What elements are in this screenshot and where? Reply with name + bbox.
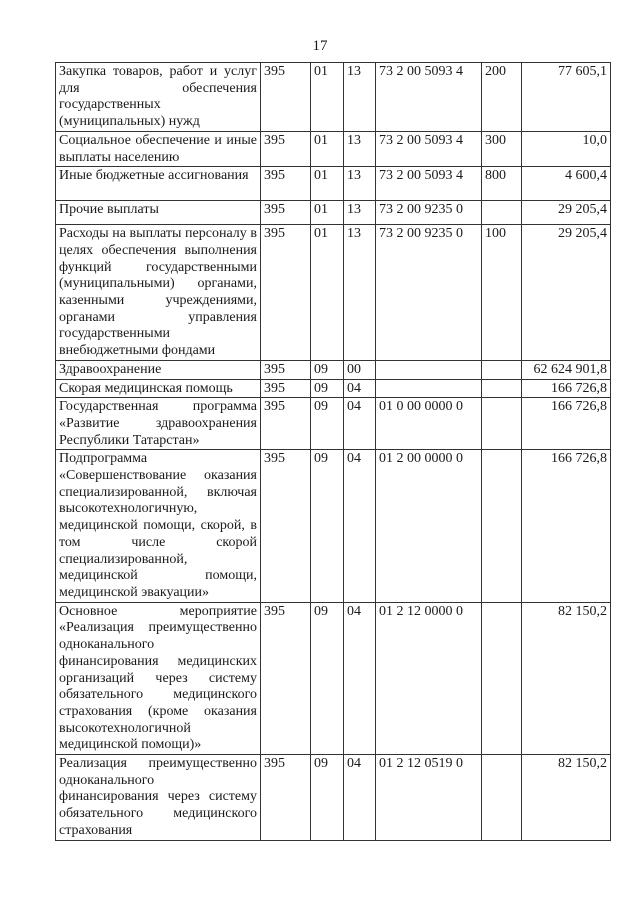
name-cell: Расходы на выплаты персоналу в целях обеспечения выполнения функций государственными (муниципальными) органами, казенными учреждениями, органами управления государственными внебюджетными фондами (56, 225, 261, 361)
target-article-cell: 73 2 00 5093 4 (376, 63, 482, 132)
table-row (56, 131, 611, 166)
sub-code-cell: 00 (344, 360, 376, 379)
sub-code-cell: 13 (344, 131, 376, 166)
section-code-cell: 395 (261, 131, 311, 166)
table-row (56, 63, 611, 132)
page-number: 17 (312, 38, 328, 54)
expense-type-cell (482, 450, 522, 602)
name-cell: Реализация преимущественно одноканального финансирования через систему обязательного медицинского страхования (56, 755, 261, 841)
table-row (56, 450, 611, 602)
subsection-code-cell: 09 (311, 360, 344, 379)
expense-type-cell (482, 379, 522, 398)
expense-type-cell: 800 (482, 167, 522, 201)
target-article-cell: 01 2 00 0000 0 (376, 450, 482, 602)
name-cell: Основное мероприятие «Реализация преимущественно одноканального финансирования медицинских организаций через систему обязательного медицинского страхования (кроме оказания высокотехнологичной медицинской помощи)» (56, 602, 261, 754)
expense-type-cell: 200 (482, 63, 522, 132)
expense-type-cell (482, 201, 522, 225)
target-article-cell: 73 2 00 5093 4 (376, 131, 482, 166)
name-cell: Скорая медицинская помощь (56, 379, 261, 398)
expense-type-cell: 100 (482, 225, 522, 361)
table-row (56, 201, 611, 225)
name-cell: Государственная программа «Развитие здравоохранения Республики Татарстан» (56, 398, 261, 450)
sub-code-cell: 13 (344, 201, 376, 225)
subsection-code-cell: 01 (311, 201, 344, 225)
expense-type-cell (482, 602, 522, 754)
section-code-cell: 395 (261, 450, 311, 602)
subsection-code-cell: 01 (311, 131, 344, 166)
subsection-code-cell: 09 (311, 379, 344, 398)
budget-table-body (56, 63, 611, 841)
subsection-code-cell: 09 (311, 450, 344, 602)
target-article-cell: 01 2 12 0519 0 (376, 755, 482, 841)
section-code-cell: 395 (261, 755, 311, 841)
section-code-cell: 395 (261, 63, 311, 132)
target-article-cell: 73 2 00 5093 4 (376, 167, 482, 201)
name-cell: Закупка товаров, работ и услуг для обеспечения государственных (муниципальных) нужд (56, 63, 261, 132)
table-row (56, 360, 611, 379)
amount-cell: 29 205,4 (522, 225, 611, 361)
name-cell: Подпрограмма «Совершенствование оказания специализированной, включая высокотехнологичную, медицинской помощи, скорой, в том числе скорой специализированной, медицинской помощи, медицинской эвакуации» (56, 450, 261, 602)
amount-cell: 4 600,4 (522, 167, 611, 201)
name-cell: Прочие выплаты (56, 201, 261, 225)
amount-cell: 10,0 (522, 131, 611, 166)
expense-type-cell (482, 360, 522, 379)
target-article-cell: 73 2 00 9235 0 (376, 201, 482, 225)
sub-code-cell: 04 (344, 602, 376, 754)
sub-code-cell: 13 (344, 63, 376, 132)
name-cell: Иные бюджетные ассигнования (56, 167, 261, 201)
amount-cell: 62 624 901,8 (522, 360, 611, 379)
section-code-cell: 395 (261, 602, 311, 754)
sub-code-cell: 13 (344, 167, 376, 201)
expense-type-cell: 300 (482, 131, 522, 166)
expense-type-cell (482, 755, 522, 841)
target-article-cell: 73 2 00 9235 0 (376, 225, 482, 361)
section-code-cell: 395 (261, 225, 311, 361)
table-row (56, 167, 611, 201)
sub-code-cell: 04 (344, 450, 376, 602)
amount-cell: 82 150,2 (522, 602, 611, 754)
table-row (56, 398, 611, 450)
section-code-cell: 395 (261, 398, 311, 450)
section-code-cell: 395 (261, 167, 311, 201)
target-article-cell: 01 2 12 0000 0 (376, 602, 482, 754)
subsection-code-cell: 09 (311, 755, 344, 841)
sub-code-cell: 04 (344, 379, 376, 398)
amount-cell: 166 726,8 (522, 398, 611, 450)
section-code-cell: 395 (261, 201, 311, 225)
subsection-code-cell: 01 (311, 225, 344, 361)
section-code-cell: 395 (261, 360, 311, 379)
table-row (56, 755, 611, 841)
subsection-code-cell: 01 (311, 167, 344, 201)
target-article-cell (376, 360, 482, 379)
name-cell: Здравоохранение (56, 360, 261, 379)
amount-cell: 82 150,2 (522, 755, 611, 841)
amount-cell: 166 726,8 (522, 379, 611, 398)
amount-cell: 77 605,1 (522, 63, 611, 132)
sub-code-cell: 13 (344, 225, 376, 361)
name-cell: Социальное обеспечение и иные выплаты населению (56, 131, 261, 166)
sub-code-cell: 04 (344, 398, 376, 450)
budget-table (55, 62, 611, 841)
subsection-code-cell: 09 (311, 398, 344, 450)
target-article-cell (376, 379, 482, 398)
table-row (56, 379, 611, 398)
expense-type-cell (482, 398, 522, 450)
table-row (56, 225, 611, 361)
sub-code-cell: 04 (344, 755, 376, 841)
table-row (56, 602, 611, 754)
section-code-cell: 395 (261, 379, 311, 398)
subsection-code-cell: 01 (311, 63, 344, 132)
target-article-cell: 01 0 00 0000 0 (376, 398, 482, 450)
amount-cell: 29 205,4 (522, 201, 611, 225)
subsection-code-cell: 09 (311, 602, 344, 754)
amount-cell: 166 726,8 (522, 450, 611, 602)
